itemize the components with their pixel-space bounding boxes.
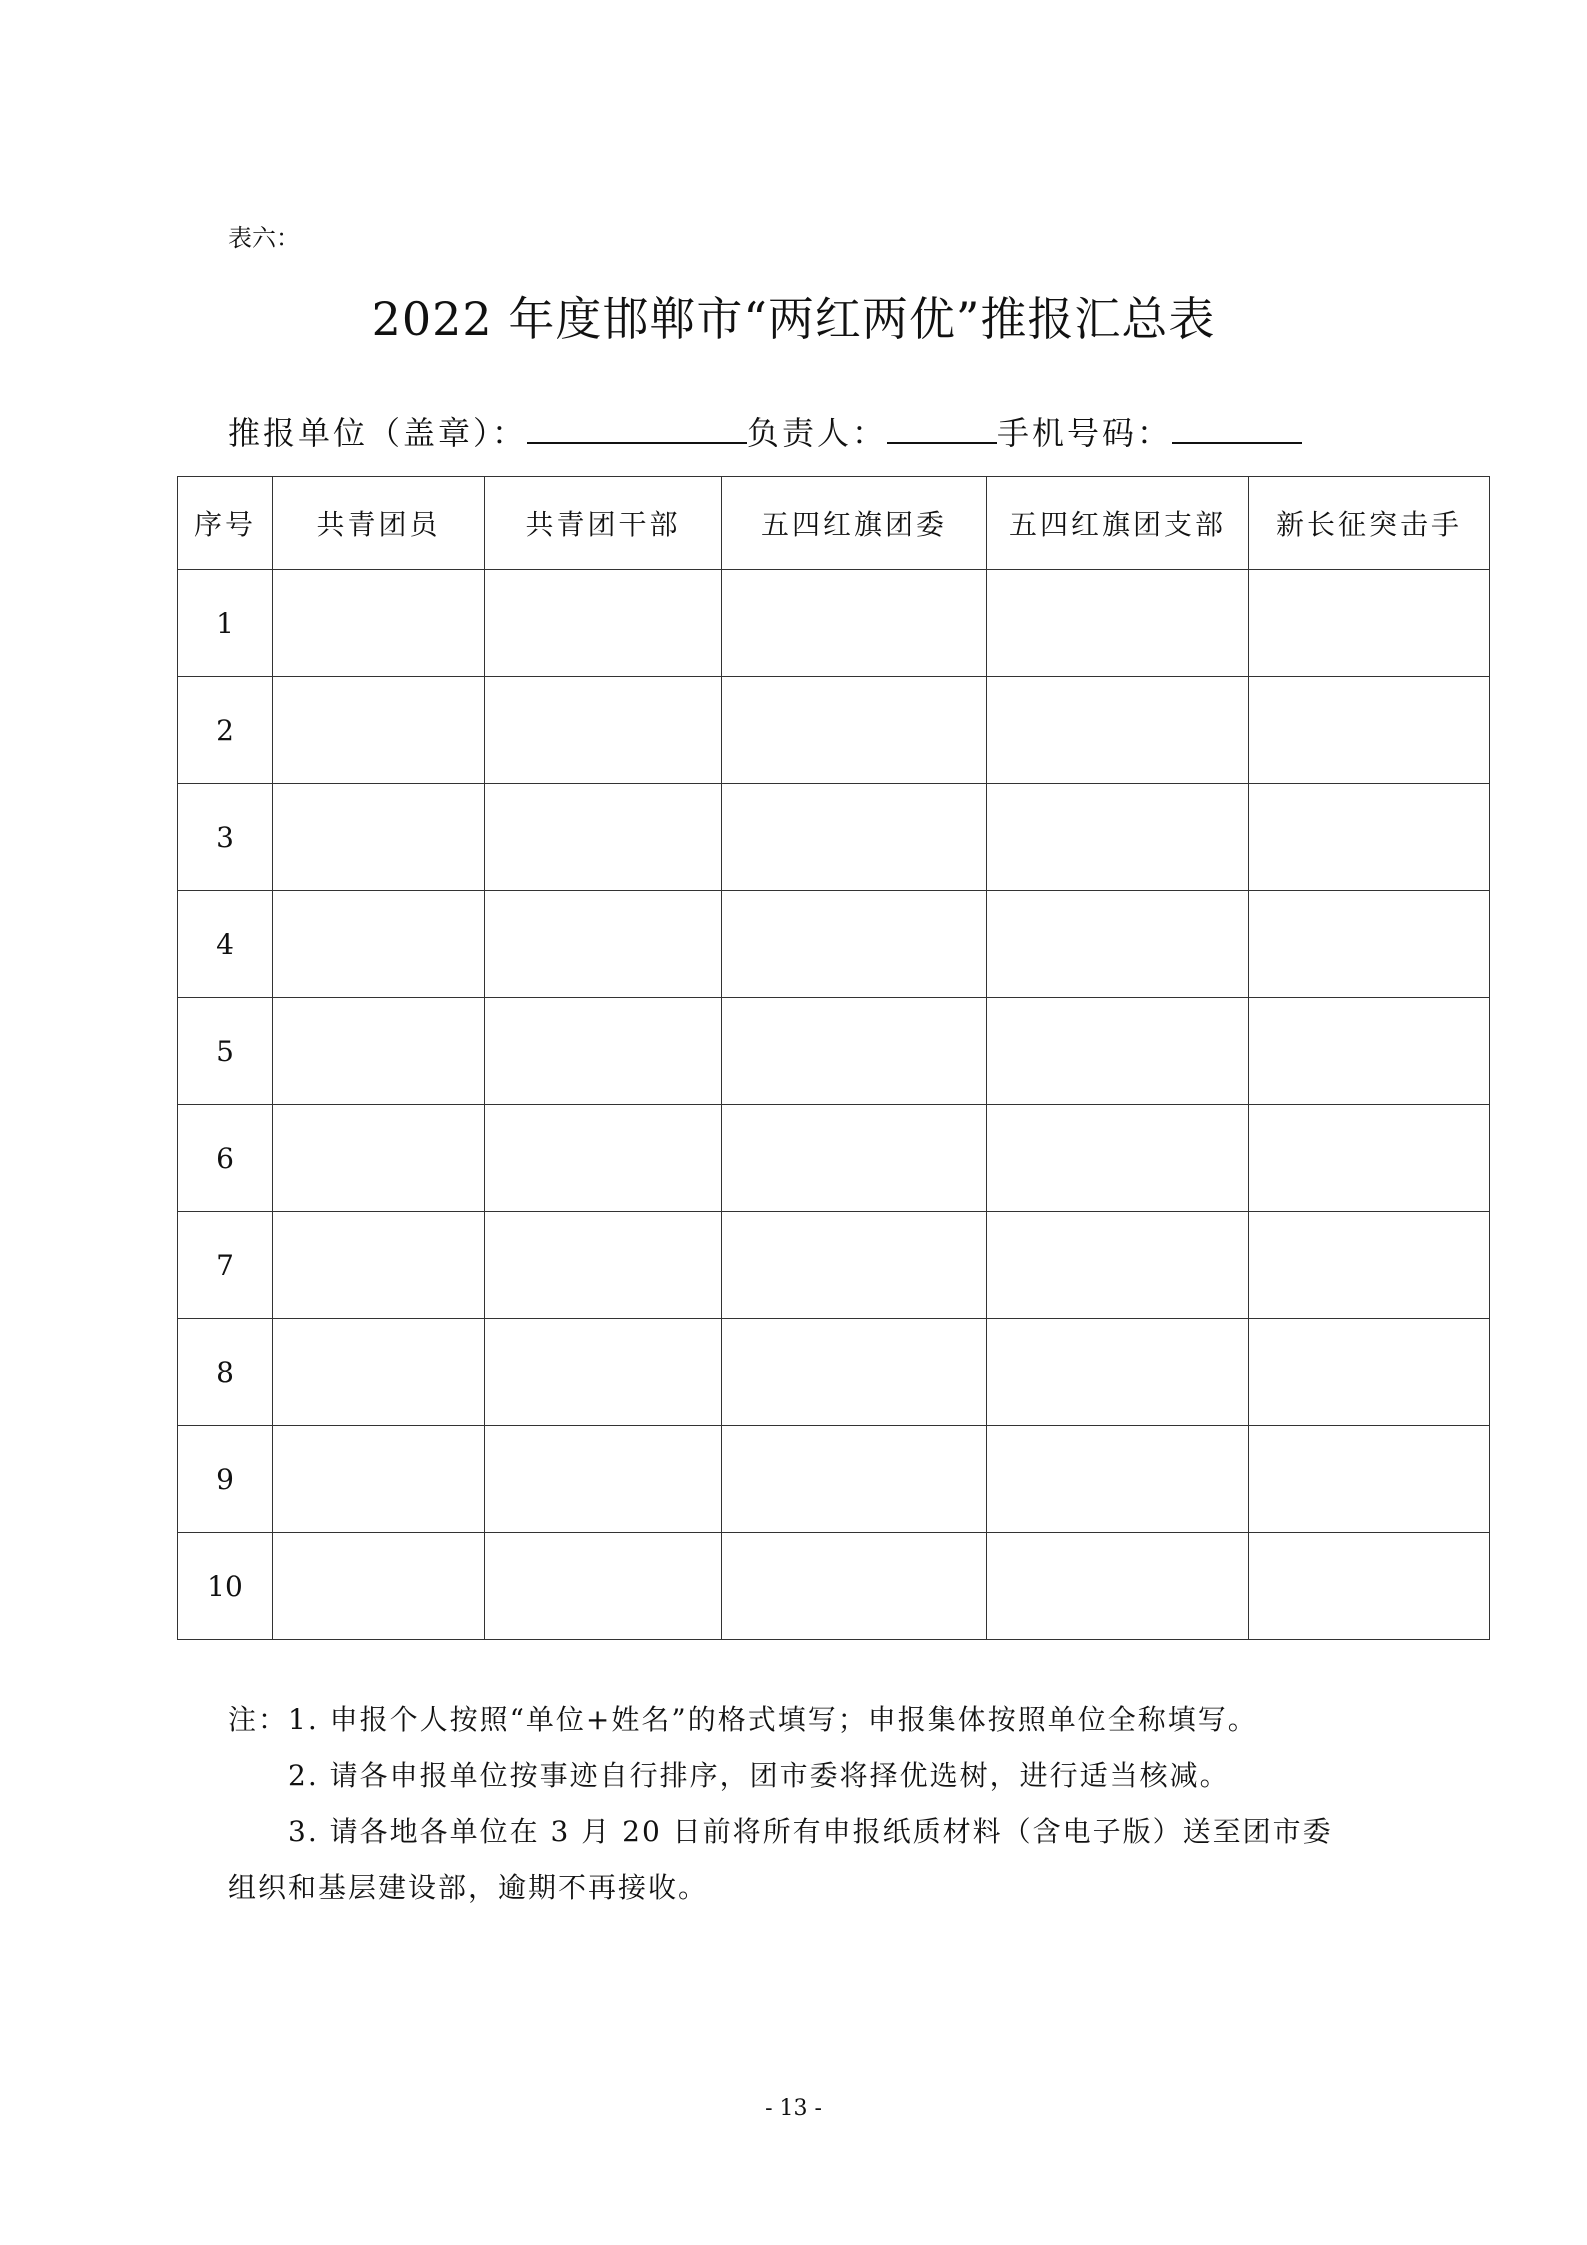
table-cell[interactable] xyxy=(987,570,1249,677)
table-cell[interactable] xyxy=(722,1105,987,1212)
table-cell[interactable] xyxy=(485,998,722,1105)
table-cell[interactable] xyxy=(987,998,1249,1105)
unit-label: 推报单位（盖章）： xyxy=(228,414,528,452)
table-row xyxy=(178,677,1490,784)
header-index: 序号 xyxy=(178,477,273,570)
header-new-long-march: 新长征突击手 xyxy=(1249,477,1490,570)
table-cell[interactable] xyxy=(485,1533,722,1640)
table-cell[interactable] xyxy=(722,891,987,998)
table-cell[interactable] xyxy=(273,1212,485,1319)
row-index: 8 xyxy=(178,1319,273,1426)
table-row xyxy=(178,891,1490,998)
table-cell[interactable] xyxy=(485,784,722,891)
table-cell[interactable] xyxy=(273,891,485,998)
table-cell[interactable] xyxy=(273,1533,485,1640)
table-cell[interactable] xyxy=(722,1533,987,1640)
table-cell[interactable] xyxy=(273,1319,485,1426)
table-row xyxy=(178,1212,1490,1319)
table-cell[interactable] xyxy=(1249,1533,1490,1640)
row-index: 7 xyxy=(178,1212,273,1319)
row-index: 2 xyxy=(178,677,273,784)
table-label: 表六： xyxy=(228,224,300,252)
header-league-cadre: 共青团干部 xyxy=(485,477,722,570)
table-cell[interactable] xyxy=(485,570,722,677)
table-cell[interactable] xyxy=(1249,1319,1490,1426)
person-blank[interactable] xyxy=(887,416,997,444)
table-cell[interactable] xyxy=(987,784,1249,891)
notes xyxy=(228,1692,1378,1916)
table-cell[interactable] xyxy=(1249,1212,1490,1319)
table-cell[interactable] xyxy=(485,677,722,784)
table-cell[interactable] xyxy=(273,570,485,677)
table-cell[interactable] xyxy=(273,1426,485,1533)
row-index: 10 xyxy=(178,1533,273,1640)
page-title: 2022 年度邯郸市“两红两优”推报汇总表 xyxy=(371,292,1216,346)
summary-table xyxy=(177,476,1490,1640)
table-cell[interactable] xyxy=(987,1105,1249,1212)
table-cell[interactable] xyxy=(722,998,987,1105)
table-cell[interactable] xyxy=(987,1533,1249,1640)
table-cell[interactable] xyxy=(273,998,485,1105)
table-cell[interactable] xyxy=(1249,677,1490,784)
row-index: 6 xyxy=(178,1105,273,1212)
table-cell[interactable] xyxy=(987,891,1249,998)
table-cell[interactable] xyxy=(722,1319,987,1426)
table-cell[interactable] xyxy=(485,891,722,998)
note-line: 注：1. 申报个人按照“单位+姓名”的格式填写；申报集体按照单位全称填写。 xyxy=(228,1703,1258,1736)
table-cell[interactable] xyxy=(273,784,485,891)
header-may4-branch: 五四红旗团支部 xyxy=(987,477,1249,570)
table-row xyxy=(178,1426,1490,1533)
table-cell[interactable] xyxy=(1249,1426,1490,1533)
table-cell[interactable] xyxy=(1249,570,1490,677)
row-index: 5 xyxy=(178,998,273,1105)
table-cell[interactable] xyxy=(485,1319,722,1426)
note-line: 组织和基层建设部，逾期不再接收。 xyxy=(228,1871,709,1904)
table-cell[interactable] xyxy=(987,1212,1249,1319)
table-cell[interactable] xyxy=(722,1212,987,1319)
table-row xyxy=(178,784,1490,891)
form-line xyxy=(228,408,1302,454)
note-line: 2. 请各申报单位按事迹自行排序，团市委将择优选树，进行适当核减。 xyxy=(288,1759,1230,1792)
table-cell[interactable] xyxy=(722,570,987,677)
table-row xyxy=(178,998,1490,1105)
table-cell[interactable] xyxy=(722,784,987,891)
phone-blank[interactable] xyxy=(1172,416,1302,444)
table-cell[interactable] xyxy=(273,677,485,784)
row-index: 3 xyxy=(178,784,273,891)
phone-label: 手机号码： xyxy=(997,414,1173,452)
unit-blank[interactable] xyxy=(527,416,747,444)
table-row xyxy=(178,1319,1490,1426)
table-row xyxy=(178,570,1490,677)
table-cell[interactable] xyxy=(987,1426,1249,1533)
header-may4-committee: 五四红旗团委 xyxy=(722,477,987,570)
table-cell[interactable] xyxy=(1249,891,1490,998)
table-row xyxy=(178,1105,1490,1212)
table-row xyxy=(178,1533,1490,1640)
table-cell[interactable] xyxy=(722,1426,987,1533)
row-index: 1 xyxy=(178,570,273,677)
table-cell[interactable] xyxy=(485,1212,722,1319)
table-cell[interactable] xyxy=(485,1426,722,1533)
table-header-row xyxy=(178,477,1490,570)
row-index: 9 xyxy=(178,1426,273,1533)
table-cell[interactable] xyxy=(1249,998,1490,1105)
note-line: 3. 请各地各单位在 3 月 20 日前将所有申报纸质材料（含电子版）送至团市委 xyxy=(288,1815,1333,1848)
table-cell[interactable] xyxy=(987,1319,1249,1426)
person-label: 负责人： xyxy=(747,414,888,452)
table-cell[interactable] xyxy=(485,1105,722,1212)
table-cell[interactable] xyxy=(273,1105,485,1212)
table-cell[interactable] xyxy=(1249,1105,1490,1212)
table-cell[interactable] xyxy=(1249,784,1490,891)
page-number: - 13 - xyxy=(765,2096,822,2121)
header-league-member: 共青团员 xyxy=(273,477,485,570)
row-index: 4 xyxy=(178,891,273,998)
table-cell[interactable] xyxy=(987,677,1249,784)
table-cell[interactable] xyxy=(722,677,987,784)
